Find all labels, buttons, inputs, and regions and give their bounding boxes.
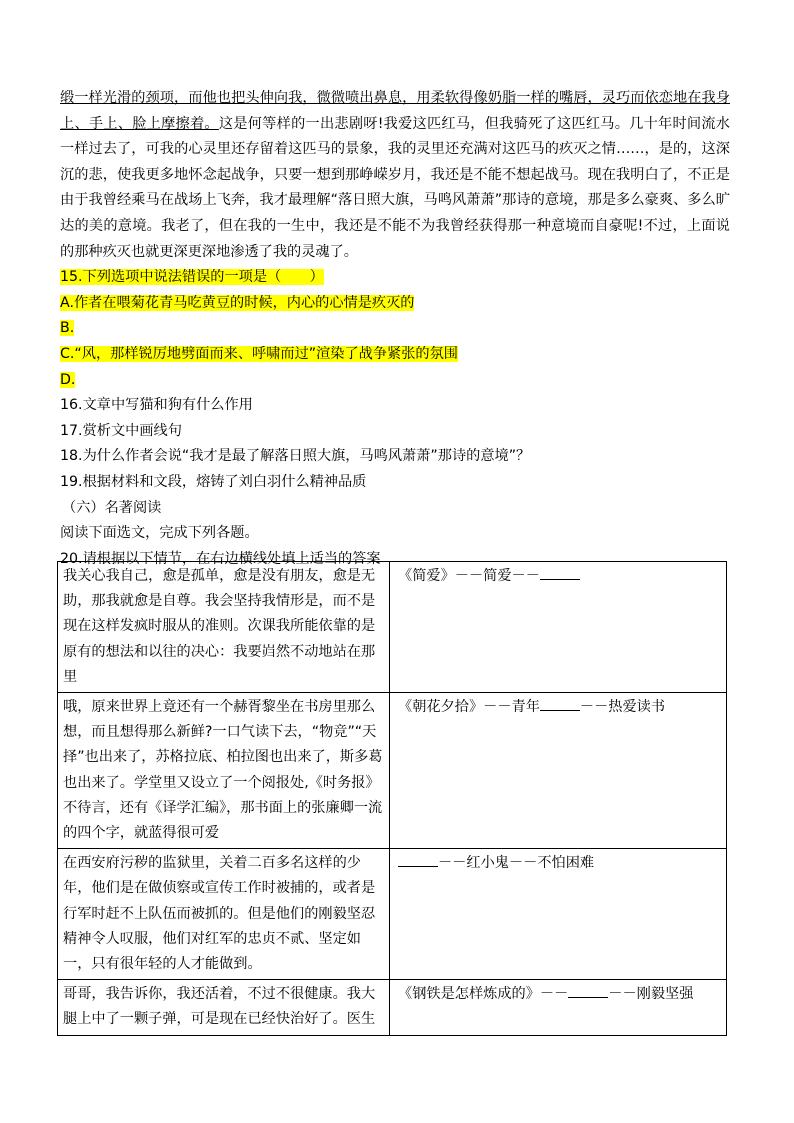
- answer-cell: －－红小鬼－－不怕困难: [390, 849, 727, 980]
- excerpt-cell: 我关心我自己，愈是孤单，愈是没有朋友，愈是无助，那我就愈是自尊。我会坚持我情形是，而不是现在这样发疯时服从的准则。次课我所能依靠的是原有的想法和以往的决心：我要岿然不动地站在那里: [58, 562, 390, 693]
- question-17: 17.赏析文中画线句: [60, 422, 182, 439]
- excerpt-cell: 在西安府污秽的监狱里，关着二百多名这样的少年，他们是在做侦察或宣传工作时被捕的，或者是行军时赶不上队伍而被抓的。但是他们的刚毅坚忍精神令人叹服，他们对红军的忠贞不贰、坚定如一，只有很年轻的人才能做到。: [58, 849, 390, 980]
- excerpt-cell: 哥哥，我告诉你，我还活着，不过不很健康。我大腿上中了一颗子弹，可是现在已经快治好了。医生: [58, 980, 390, 1035]
- table-row: [58, 562, 727, 693]
- underlined-sentence: 缎一样光滑的颈项，而他也把头伸向我，微微喷出鼻息，用柔软得像奶脂一样的嘴唇，灵巧而依恋地在我身上、手上、脸上摩擦着。: [60, 90, 730, 132]
- option-a: A.作者在喂菊花青马吃黄豆的时候，内心的心情是疚灭的: [60, 294, 415, 311]
- option-b: B.: [60, 320, 75, 337]
- answer-cell: 《朝花夕拾》－－青年 －－热爱读书: [390, 693, 727, 849]
- answer-blank[interactable]: [540, 565, 580, 580]
- table-row: [58, 693, 727, 849]
- passage-paragraph: [60, 86, 730, 265]
- answer-blank[interactable]: [540, 696, 580, 711]
- table-row: [58, 980, 727, 1035]
- answer-blank[interactable]: [398, 852, 438, 867]
- section-heading: （六）名著阅读: [62, 499, 162, 516]
- question-18: 18.为什么作者会说“我才是最了解落日照大旗，马鸣风萧萧”那诗的意境”？: [60, 448, 531, 465]
- question-16: 16.文章中写猫和狗有什么作用: [60, 397, 253, 414]
- answer-blank[interactable]: [568, 983, 608, 998]
- question-19: 19.根据材料和文段，熔铸了刘白羽什么精神品质: [60, 473, 367, 490]
- question-15: 15.下列选项中说法错误的一项是（ ）: [60, 269, 324, 286]
- instruction-text: 阅读下面选文，完成下列各题。: [60, 525, 259, 542]
- answer-cell: 《钢铁是怎样炼成的》－－ －－刚毅坚强: [390, 980, 727, 1035]
- table-row: [58, 849, 727, 980]
- option-c: C.“风，那样锐厉地劈面而来、呼啸而过”渲染了战争紧张的氛围: [60, 345, 458, 362]
- question-20: 20.请根据以下情节，在右边横线处填上适当的答案: [60, 550, 381, 567]
- matching-table: [57, 561, 727, 1036]
- document-page: [60, 86, 730, 572]
- option-d: D.: [60, 371, 76, 388]
- answer-cell: 《简爱》－－简爱－－: [390, 562, 727, 693]
- excerpt-cell: 哦，原来世界上竟还有一个赫胥黎坐在书房里那么想，而且想得那么新鲜?一口气读下去，“物竞”“天择”也出来了，苏格拉底、柏拉图也出来了，斯多葛也出来了。学堂里又设立了一个阅报处,《时务报》不待言，还有《译学汇编》，那书面上的张廉卿一流的四个字，就蓝得很可爱: [58, 693, 390, 849]
- passage-text: 这是何等样的一出悲剧呀!我爱这匹红马，但我骑死了这匹红马。几十年时间流水一样过去了，可我的心灵里还存留着这匹马的景象，我的灵里还充满对这匹马的疚灭之情……，是的，这深沉的悲，使我更多地怀念起战争，只要一想到那峥嵘岁月，我还是不能不想起战马。现在我明白了，不正是由于我曾经乘马在战场上飞奔，我才最理解“落日照大旗，马鸣风萧萧”那诗的意境，那是多么豪爽、多么旷达的美的意境。我老了，但在我的一生中，我还是不能不为我曾经获得那一种意境而自豪呢!不过，上面说的那种疚灭也就更深更深地渗透了我的灵魂了。: [60, 115, 730, 260]
